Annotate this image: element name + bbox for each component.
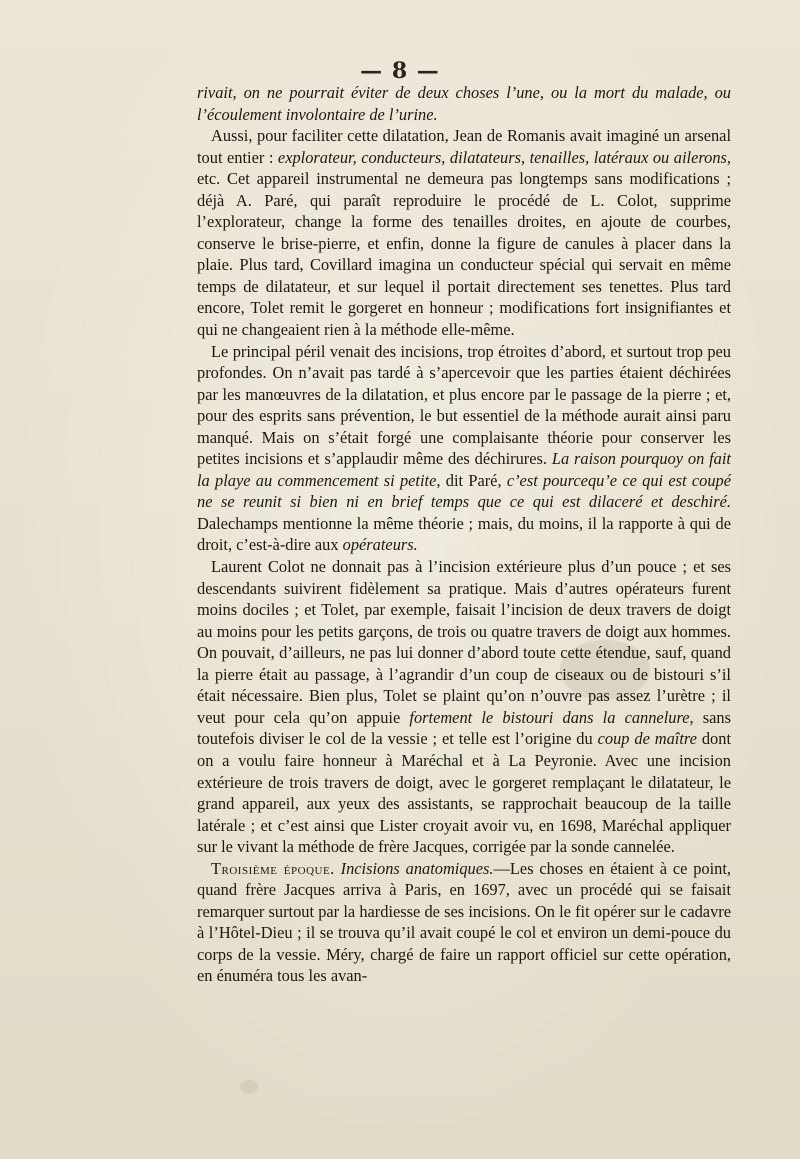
text-segment: opérateurs. [342,535,418,555]
text-segment: —Les choses en étaient à ce point, quand frère Jacques arriva à Paris, en 1697, avec un procédé qui se faisait remarquer surtout par la hardiesse de ses incisions. On le fit opérer sur le cadavre à l’Hôtel-Dieu ; il se trouva qu’il avait coupé le col et environ un demi-pouce du corps de la vessie. Méry, chargé de faire un rapport officiel sur cette opération, en énuméra tous les avan- [197,858,732,986]
paragraph [197,82,731,125]
text-segment: explorateur, conducteurs, dilatateurs, tenailles, latéraux ou ailerons [277,147,727,167]
paragraph [197,125,731,340]
text-segment: , sans toutefois diviser le col de la vessie ; et telle est l’origine du [197,707,731,749]
body-text [197,82,731,987]
text-segment: fortement le bistouri dans la cannelure [409,707,690,727]
page-number: — 8 — [360,58,440,84]
text-segment: La raison pourquoy on fait la playe au commencement si petite [197,449,731,490]
text-segment: dont on a voulu faire honneur à Maréchal et à La Peyronie. Avec une incision extérieure de trois travers de doigt, avec le gorgeret remplaçant le dilatateur, le grand appareil, aux yeux des assistants, se rapprochait beaucoup de la taille latérale ; et c’est ainsi que Lister croyait avoir vu, en 1698, Maréchal appliquer sur le vivant la méthode de frère Jacques, corrigée par la sonde cannelée. [197,729,732,857]
text-segment: , etc. Cet appareil instrumental ne demeura pas longtemps sans modifications ; déjà A. Paré, qui paraît reproduire le procédé de L. Colot, supprime l’explorateur, change la forme des tenailles droites, en ajoute de courbes, conserve le brise-pierre, et enfin, donne la figure de canules à placer dans la plaie. Plus tard, Covillard imagina un conducteur spécial qui servait en même temps de dilatateur, et sur lequel il portait directement ses tenettes. Plus tard encore, Tolet remit le gorgeret en honneur ; modifications fort insignifiantes et qui ne changeaient rien à la méthode elle-même. [197,147,731,340]
text-segment: , dit Paré, [436,470,507,490]
text-segment: Troisième époque. [211,858,335,878]
text-segment: Incisions anatomiques. [340,858,494,878]
text-segment: Aussi, pour faciliter cette dilatation, Jean de Romanis avait imaginé un arsenal tout entier : [197,126,731,167]
paragraph [197,556,731,858]
paper-stain [240,1080,258,1094]
text-segment: Dalechamps mentionne la même théorie ; mais, du moins, il la rapporte à qui de droit, c’est-à-dire aux [197,513,731,555]
paragraph [197,858,731,987]
text-segment: Laurent Colot ne donnait pas à l’incision extérieure plus d’un pouce ; et ses descendants suivirent fidèlement sa pratique. Mais d’autres opérateurs furent moins dociles ; et Tolet, par exemple, faisait l’incision de deux travers de doigt au moins pour les petits garçons, de trois ou quatre travers de doigt aux hommes. On pouvait, d’ailleurs, ne pas lui donner d’abord toute cette étendue, sauf, quand la pierre était au passage, à l’agrandir d’un coup de ciseaux ou de bistouri s’il était nécessaire. Bien plus, Tolet se plaint qu’on n’ouvre pas assez l’urètre ; il veut pour cela qu’on appuie [197,557,731,727]
text-segment: Le principal péril venait des incisions, trop étroites d’abord, et surtout trop peu profondes. On n’avait pas tardé à s’apercevoir que les parties étaient déchirées par les manœuvres de la dilatation, et plus encore par le passage de la pierre ; et, pour des esprits sans prévention, le but essentiel de la méthode aurait ainsi paru manqué. Mais on s’était forgé une complaisante théorie pour conserver les petites incisions et s’applaudir même des déchirures. [197,341,731,469]
text-segment: coup de maître [597,729,697,749]
text-segment: rivait, on ne pourrait éviter de deux choses l’une, ou la mort du malade, ou l’écoulement involontaire de l’urine. [197,83,731,124]
paragraph [197,341,731,556]
text-segment: c’est pourcequ’e ce qui est coupé ne se reunit si bien ni en brief temps que ce qui est dilaceré et deschiré. [197,470,732,512]
